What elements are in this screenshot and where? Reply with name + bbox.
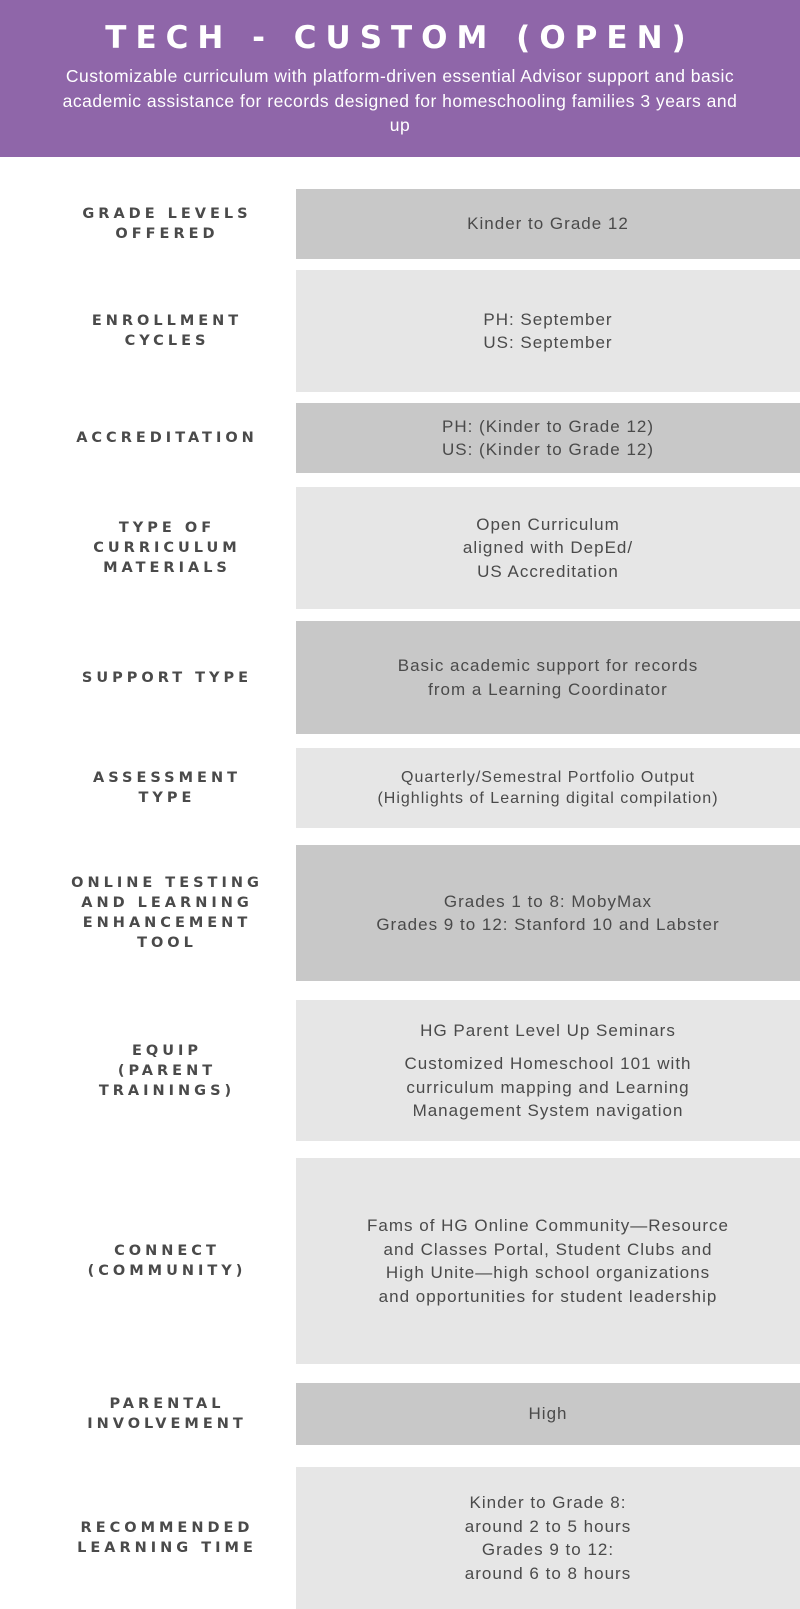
row-value-secondary: Customized Homeschool 101 with curriculum mapping and Learning Management System navigation bbox=[404, 1054, 692, 1120]
row-label: EQUIP (PARENT TRAININGS) bbox=[98, 1042, 236, 1099]
row-label: TYPE OF CURRICULUM MATERIALS bbox=[93, 520, 241, 576]
row-grade-levels bbox=[0, 189, 800, 259]
row-value-box bbox=[296, 189, 800, 259]
row-value-box bbox=[296, 1383, 800, 1445]
row-learning-time bbox=[0, 1467, 800, 1609]
row-value: Kinder to Grade 12 bbox=[467, 214, 629, 234]
row-value-box bbox=[296, 845, 800, 981]
row-assessment-type bbox=[0, 748, 800, 828]
row-label: ENROLLMENT CYCLES bbox=[91, 313, 243, 349]
row-value: Quarterly/Semestral Portfolio Output (Highlights of Learning digital compilation) bbox=[377, 769, 719, 807]
row-value-box bbox=[296, 748, 800, 828]
row-parental-involvement bbox=[0, 1383, 800, 1445]
row-label: PARENTAL INVOLVEMENT bbox=[87, 1396, 247, 1432]
row-value: High bbox=[528, 1404, 568, 1424]
row-value-box bbox=[296, 487, 800, 609]
row-value: HG Parent Level Up Seminars bbox=[420, 1020, 676, 1040]
row-value-box bbox=[296, 403, 800, 473]
row-label: ACCREDITATION bbox=[76, 430, 258, 446]
row-label: CONNECT (COMMUNITY) bbox=[87, 1243, 247, 1279]
row-accreditation bbox=[0, 403, 800, 473]
row-equip bbox=[0, 1000, 800, 1141]
page-subtitle: Customizable curriculum with platform-driven essential Advisor support and basic academic assistance for records designed for homeschooling families 3 years and up bbox=[62, 66, 738, 135]
row-value: Open Curriculum aligned with DepEd/ US Accreditation bbox=[462, 514, 634, 581]
row-label: ONLINE TESTING AND LEARNING ENHANCEMENT TOOL bbox=[71, 875, 263, 951]
row-value: Kinder to Grade 8: around 2 to 5 hours Grades 9 to 12: around 6 to 8 hours bbox=[464, 1493, 632, 1583]
page-title: TECH - CUSTOM (OPEN) bbox=[105, 20, 695, 56]
row-value: PH: September US: September bbox=[483, 309, 613, 352]
row-online-testing bbox=[0, 845, 800, 981]
row-value: Basic academic support for records from a Learning Coordinator bbox=[397, 656, 699, 699]
row-curriculum-materials bbox=[0, 487, 800, 609]
row-label: ASSESSMENT TYPE bbox=[93, 770, 241, 806]
row-value: Fams of HG Online Community—Resource and Classes Portal, Student Clubs and High Unite—high school organizations and opportunities for student leadership bbox=[367, 1216, 729, 1306]
row-value-box bbox=[296, 1467, 800, 1609]
row-value: Grades 1 to 8: MobyMax Grades 9 to 12: Stanford 10 and Labster bbox=[376, 891, 720, 934]
row-enrollment-cycles bbox=[0, 270, 800, 392]
row-value: PH: (Kinder to Grade 12) US: (Kinder to Grade 12) bbox=[441, 416, 655, 459]
row-value-box bbox=[296, 270, 800, 392]
row-value-box bbox=[296, 1000, 800, 1141]
row-value-box bbox=[296, 621, 800, 734]
row-value-box bbox=[296, 1158, 800, 1364]
row-support-type bbox=[0, 621, 800, 734]
row-label: GRADE LEVELS OFFERED bbox=[82, 206, 252, 242]
page-header bbox=[0, 0, 800, 157]
row-connect bbox=[0, 1158, 800, 1364]
row-label: SUPPORT TYPE bbox=[81, 669, 253, 686]
row-label: RECOMMENDED LEARNING TIME bbox=[77, 1520, 257, 1556]
